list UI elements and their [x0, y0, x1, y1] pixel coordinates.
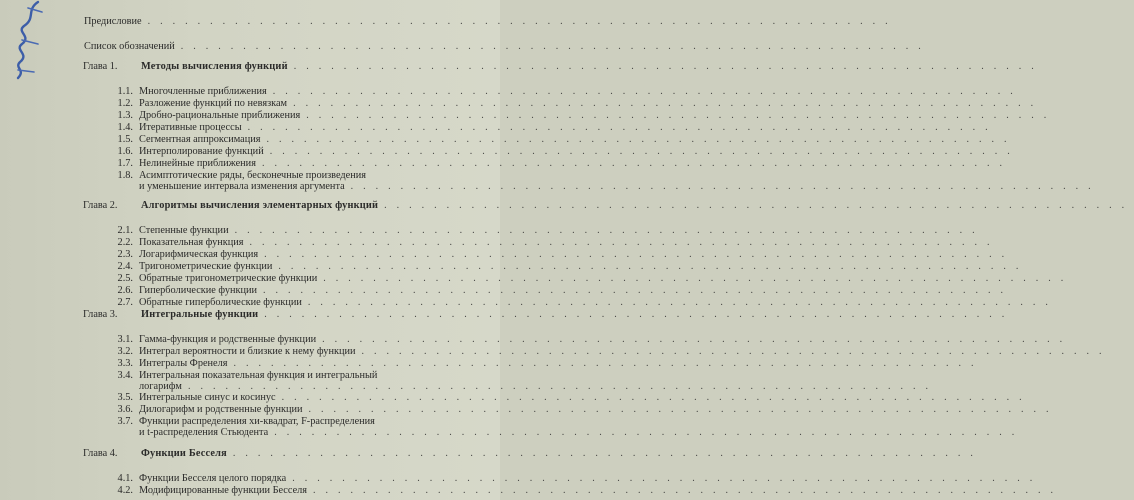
chapter-label: Глава 1. [83, 61, 118, 72]
section-entry [107, 346, 356, 357]
leader-dots: ............................................................ [322, 334, 1073, 345]
leader-dots: ............................................................ [264, 309, 1015, 320]
section-number: 1.3. [117, 110, 133, 121]
chapter-heading [83, 200, 378, 211]
section-number: 1.6. [117, 146, 133, 157]
section-number: 3.7. [117, 416, 133, 427]
section-number: 4.1. [117, 473, 133, 484]
section-number: 2.5. [117, 273, 133, 284]
entry-title: Интеграл вероятности и близкие к нему функции [139, 346, 356, 357]
section-entry [107, 110, 300, 121]
entry-title: Функции Бесселя целого порядка [139, 473, 287, 484]
leader-dots: ............................................................ [281, 392, 1032, 403]
leader-dots: ............................................................ [323, 273, 1074, 284]
leader-dots: ............................................................ [249, 237, 1000, 248]
leader-dots: ............................................................ [234, 225, 985, 236]
leader-dots: ............................................................ [263, 285, 1014, 296]
section-entry [107, 485, 307, 496]
leader-dots: ............................................................ [247, 122, 998, 133]
section-entry [107, 416, 375, 427]
entry-title: Сегментная аппроксимация [139, 134, 261, 145]
entry-title: Многочленные приближения [139, 86, 267, 97]
entry-title: Степенные функции [139, 225, 229, 236]
section-number: 3.2. [117, 346, 133, 357]
section-entry-continued [139, 181, 345, 192]
section-number: 1.2. [117, 98, 133, 109]
symbols-entry [84, 41, 175, 52]
chapter-title: Алгоритмы вычисления элементарных функций [141, 200, 379, 211]
section-number: 1.4. [117, 122, 133, 133]
chapter-heading [83, 448, 227, 459]
leader-dots: ............................................................ [274, 427, 1025, 438]
chapter-heading [83, 309, 258, 320]
leader-dots: ............................................................ [266, 134, 1017, 145]
section-number: 3.1. [117, 334, 133, 345]
section-number: 2.7. [117, 297, 133, 308]
section-number: 2.6. [117, 285, 133, 296]
section-entry [107, 273, 317, 284]
preface-entry [84, 16, 142, 27]
section-entry [107, 249, 258, 260]
section-entry [107, 170, 366, 181]
section-entry-continued [139, 427, 268, 438]
leader-dots: ............................................................ [147, 16, 898, 27]
section-number: 4.2. [117, 485, 133, 496]
section-entry [107, 285, 257, 296]
entry-title: Дилогарифм и родственные функции [139, 404, 303, 415]
chapter-label: Глава 4. [83, 448, 118, 459]
chapter-title: Интегральные функции [141, 309, 259, 320]
entry-title: Обратные гиперболические функции [139, 297, 302, 308]
section-entry [107, 237, 244, 248]
entry-title: Функции распределения хи-квадрат, F-распределения [139, 416, 375, 427]
entry-title: Интерполирование функций [139, 146, 264, 157]
chapter-label: Глава 2. [83, 200, 118, 211]
leader-dots: ............................................................ [306, 110, 1057, 121]
section-entry [107, 134, 261, 145]
section-entry [107, 358, 228, 369]
section-entry [107, 473, 286, 484]
leader-dots: ............................................................ [293, 61, 1044, 72]
leader-dots: ............................................................ [278, 261, 1029, 272]
section-entry [107, 392, 276, 403]
entry-title: Логарифмическая функция [139, 249, 259, 260]
leader-dots: ............................................................ [350, 181, 1101, 192]
entry-title: логарифм [139, 381, 182, 392]
entry-title: Модифицированные функции Бесселя [139, 485, 308, 496]
section-entry [107, 404, 303, 415]
leader-dots: ............................................................ [261, 158, 1012, 169]
section-entry [107, 146, 264, 157]
section-entry [107, 370, 377, 381]
section-number: 3.3. [117, 358, 133, 369]
chapter-heading [83, 61, 288, 72]
section-entry [107, 86, 267, 97]
section-number: 2.4. [117, 261, 133, 272]
section-number: 2.3. [117, 249, 133, 260]
leader-dots: ............................................................ [384, 200, 1134, 211]
chapter-title: Функции Бесселя [141, 448, 227, 459]
leader-dots: ............................................................ [308, 404, 1059, 415]
entry-title: Тригонометрические функции [139, 261, 273, 272]
entry-title: Дробно-рациональные приближения [139, 110, 301, 121]
entry-title: и уменьшение интервала изменения аргумента [139, 181, 345, 192]
entry-title: Список обозначений [84, 41, 175, 52]
chapter-title: Методы вычисления функций [141, 61, 288, 72]
entry-title: Предисловие [84, 16, 142, 27]
section-number: 1.8. [117, 170, 133, 181]
section-entry [107, 122, 242, 133]
section-number: 1.1. [117, 86, 133, 97]
entry-title: Интегральные синус и косинус [139, 392, 276, 403]
leader-dots: ............................................................ [232, 448, 983, 459]
leader-dots: ............................................................ [292, 473, 1043, 484]
entry-title: Асимптотические ряды, бесконечные произведения [139, 170, 366, 181]
leader-dots: ............................................................ [187, 381, 938, 392]
leader-dots: ............................................................ [269, 146, 1020, 157]
leader-dots: ............................................................ [233, 358, 984, 369]
entry-title: Обратные тригонометрические функции [139, 273, 318, 284]
section-number: 3.5. [117, 392, 133, 403]
section-number: 3.4. [117, 370, 133, 381]
section-entry [107, 261, 272, 272]
leader-dots: ............................................................ [264, 249, 1015, 260]
entry-title: Показательная функция [139, 237, 244, 248]
leader-dots: ............................................................ [313, 485, 1064, 496]
entry-title: Разложение функций по невязкам [139, 98, 288, 109]
section-number: 1.7. [117, 158, 133, 169]
leader-dots: ............................................................ [293, 98, 1044, 109]
section-entry [107, 98, 287, 109]
chapter-label: Глава 3. [83, 309, 118, 320]
entry-title: Нелинейные приближения [139, 158, 256, 169]
entry-title: Интегральная показательная функция и интегральный [139, 370, 378, 381]
entry-title: Интегралы Френеля [139, 358, 228, 369]
section-entry [107, 297, 302, 308]
section-number: 3.6. [117, 404, 133, 415]
leader-dots: ............................................................ [180, 41, 931, 52]
section-number: 2.1. [117, 225, 133, 236]
entry-title: Гиперболические функции [139, 285, 258, 296]
section-number: 2.2. [117, 237, 133, 248]
leader-dots: ............................................................ [272, 86, 1023, 97]
entry-title: Гамма-функция и родственные функции [139, 334, 317, 345]
section-number: 1.5. [117, 134, 133, 145]
section-entry-continued [139, 381, 182, 392]
section-entry [107, 158, 256, 169]
section-entry [107, 334, 316, 345]
leader-dots: ............................................................ [361, 346, 1112, 357]
section-entry [107, 225, 229, 236]
entry-title: Итеративные процессы [139, 122, 242, 133]
leader-dots: ............................................................ [307, 297, 1058, 308]
entry-title: и t-распределения Стьюдента [139, 427, 269, 438]
